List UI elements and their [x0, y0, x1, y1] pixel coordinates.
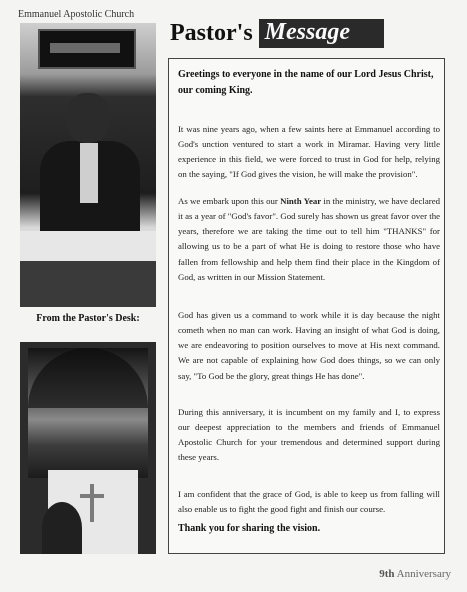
paragraph-5: I am confident that the grace of God, is able to keep us from falling will also enable us to fight the good fight and finish our course.: [178, 489, 440, 515]
greeting: Greetings to everyone in the name of our Lord Jesus Christ, our coming King.: [178, 69, 434, 96]
desk: [20, 231, 156, 261]
cross-bar: [80, 494, 104, 498]
footer-number: 9th: [379, 568, 395, 580]
title-plain: Pastor's: [170, 20, 253, 46]
paragraph-2-post: in the ministry, we have declared it as a year of "God's favor". God surely has shown us great favor over the years, therefore we are taking the time out to tell him "THANKS" for allowing us to be a part of what He is doing to restore those who have fallen from fellowship and help them find their place in the Kingdom of God, as written in our Mission Statement.: [178, 196, 441, 282]
desk-lower: [20, 261, 156, 307]
photo-caption: From the Pastor's Desk:: [36, 313, 140, 324]
plant: [42, 502, 82, 554]
paragraph-1: It was nine years ago, when a few saints here at Emmanuel according to God's unction ventured to start a work in Miramar. Having very little experience in this field, we were forced to trust in God for help, relying on the saying, "If God gives the vision, he will make the provision".: [178, 124, 440, 180]
church-name: Emmanuel Apostolic Church: [18, 9, 135, 20]
wall-frame: [38, 29, 136, 69]
paragraph-2-pre: As we embark upon this our: [178, 196, 281, 206]
paragraph-2: [178, 194, 440, 285]
cross-icon: [90, 484, 94, 522]
paragraph-3: God has given us a command to work while it is day because the night cometh when no man can work. Having an insight of what God is doing, we are endeavoring to position ourselves to move at His next command. We are not capable of explaining how God does things, so we can only say, "To God be the glory, great things He has done".: [178, 310, 440, 381]
footer: [379, 568, 451, 580]
pastor-shirt: [80, 143, 98, 203]
pastor-photo: [20, 23, 156, 307]
ninth-year-emphasis: Ninth Year: [280, 196, 322, 206]
footer-label: Anniversary: [396, 568, 451, 580]
title-inverse: Message: [259, 19, 384, 48]
page-title: [170, 16, 384, 50]
paragraph-4: During this anniversary, it is incumbent on my family and I, to express our deepest appreciation to the members and friends of Emmanuel Apostolic Church for your tremendous and determined support during these years.: [178, 407, 440, 463]
closing-line: Thank you for sharing the vision.: [178, 523, 321, 534]
sanctuary-photo: [20, 342, 156, 554]
pastor-head: [66, 93, 110, 143]
